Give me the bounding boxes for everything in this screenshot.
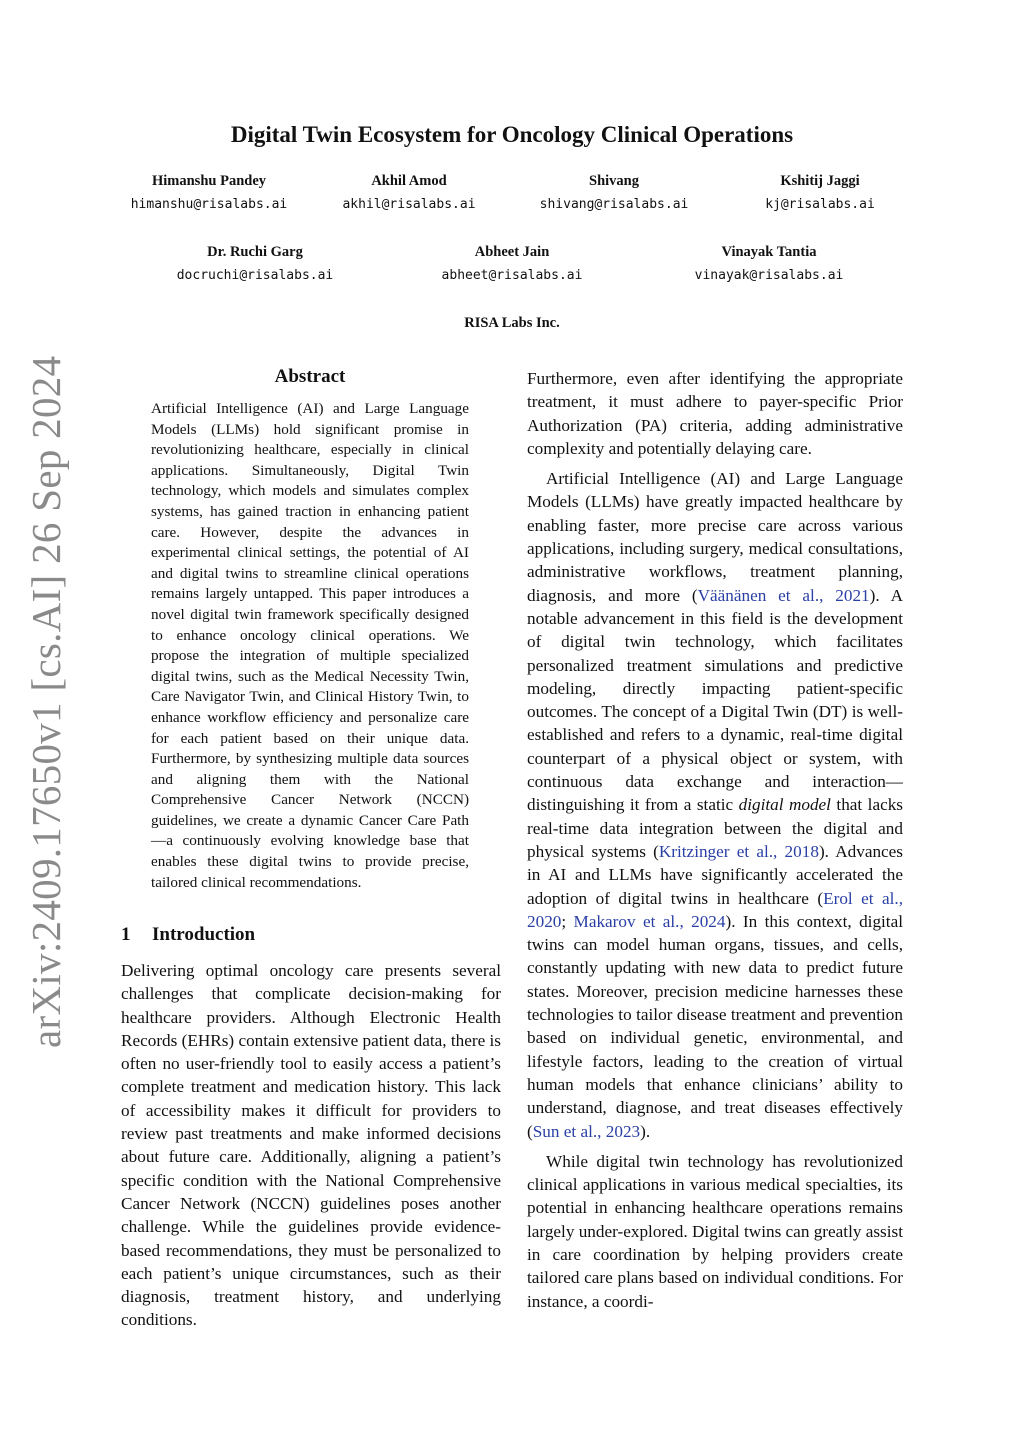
author-name: Akhil Amod (371, 173, 447, 189)
text-run: ). In this context, digital twins can model human organs, tissues, and cells, constantly updating with new data to predict future states. Moreover, precision medicine harnesses these technologies to tailor disease treatment and prevention based on individual genetic, environmental, and lifestyle factors, leading to the creation of virtual human models that enhance clinicians’ ability to understand, diagnose, and treat diseases effectively ( (527, 911, 903, 1141)
author-email: vinayak@risalabs.ai (694, 268, 844, 283)
text-run: ). A notable advancement in this field is the development of digital twin technology, which facilitates personalized treatment simulations and predictive modeling, directly impacting patient-specific outcomes. The concept of a Digital Twin (DT) is well-established and refers to a dynamic, real-time digital counterpart of a physical object or system, with continuous data exchange and interaction—distinguishing it from a static (527, 585, 903, 815)
right-column-body (527, 367, 903, 1313)
paragraph: Furthermore, even after identifying the appropriate treatment, it must adhere to payer-specific Prior Authorization (PA) criteria, adding administrative complexity and potentially delaying care. (527, 369, 903, 458)
paragraph (527, 467, 903, 1143)
author-email: kj@risalabs.ai (765, 197, 875, 212)
author-name: Abheet Jain (474, 244, 550, 260)
text-run: ). (640, 1121, 651, 1141)
text-run: ; (561, 911, 574, 931)
author-block (145, 243, 365, 285)
author-block (299, 172, 519, 214)
paper-title: Digital Twin Ecosystem for Oncology Clinical Operations (230, 122, 794, 147)
author-block (99, 172, 319, 214)
affiliation: RISA Labs Inc. (464, 315, 560, 331)
author-email: shivang@risalabs.ai (539, 197, 689, 212)
author-name: Kshitij Jaggi (780, 173, 860, 189)
section-title: Introduction (152, 924, 256, 945)
author-block (659, 243, 879, 285)
author-email: abheet@risalabs.ai (441, 268, 583, 283)
citation-link[interactable]: Erol et al., 2020 (527, 888, 904, 931)
text-run: that lacks real-time data integration between the digital and physical systems ( (527, 795, 903, 861)
section-number: 1 (121, 924, 131, 945)
author-block (504, 172, 724, 214)
author-email: akhil@risalabs.ai (342, 197, 476, 212)
author-name: Vinayak Tantia (721, 244, 817, 260)
citation-link[interactable]: Kritzinger et al., 2018 (658, 841, 819, 861)
author-block (402, 243, 622, 285)
abstract-text: Artificial Intelligence (AI) and Large Language Models (LLMs) hold significant promise in revolutionizing healthcare, especially in clinical applications. Simultaneously, Digital Twin technology, which models and simulates complex systems, has gained traction in enhancing patient care. However, despite the advances in experimental clinical settings, the potential of AI and digital twins to streamline clinical operations remains largely untapped. This paper introduces a novel digital twin framework specifically designed to enhance oncology clinical operations. We propose the integration of multiple specialized digital twins, such as the Medical Necessity Twin, Care Navigator Twin, and Clinical History Twin, to enhance workflow efficiency and personalize care for each patient based on their unique data. Furthermore, by synthesizing multiple data sources and aligning them with the National Comprehensive Cancer Network (NCCN) guidelines, we create a dynamic Cancer Care Path—a continuously evolving knowledge base that enables these digital twins to provide precise, tailored clinical recommendations. (151, 400, 469, 891)
author-name: Himanshu Pandey (151, 173, 267, 189)
author-email: himanshu@risalabs.ai (130, 197, 288, 212)
left-column-body (121, 959, 501, 1332)
citation-link[interactable]: Sun et al., 2023 (532, 1121, 641, 1141)
citation-link[interactable]: Väänänen et al., 2021 (697, 585, 870, 605)
text-run: Artificial Intelligence (AI) and Large Language Models (LLMs) have greatly impacted healthcare by enabling faster, more precise care across various applications, including surgery, medical consultations, administrative workflows, treatment planning, diagnosis, and more ( (527, 469, 903, 605)
citation-link[interactable]: Makarov et al., 2024 (573, 911, 726, 931)
arxiv-identifier: arXiv:2409.17650v1 [cs.AI] 26 Sep 2024 (23, 355, 69, 1048)
author-name: Dr. Ruchi Garg (207, 244, 303, 260)
section-heading (121, 924, 255, 946)
author-block (710, 172, 930, 214)
intro-paragraph: Delivering optimal oncology care presents several challenges that complicate decision-making for healthcare providers. Although Electronic Health Records (EHRs) contain extensive patient data, there is often no user-friendly tool to easily access a patient’s complete treatment and medication history. This lack of accessibility makes it difficult for providers to review past treatments and make informed decisions about future care. Additionally, aligning a patient’s specific condition with the National Comprehensive Cancer Network (NCCN) guidelines poses another challenge. While the guidelines provide evidence-based recommendations, they must be personalized to each patient’s unique circumstances, such as their diagnosis, treatment history, and underlying conditions. (121, 961, 501, 1330)
abstract-heading: Abstract (274, 366, 346, 387)
paragraph: While digital twin technology has revolutionized clinical applications in various medical specialties, its potential in enhancing healthcare operations remains largely under-explored. Digital twins can greatly assist in care coordination by helping providers create tailored care plans based on individual conditions. For instance, a coordi- (527, 1151, 903, 1311)
text-run: ). Advances in AI and LLMs have significantly accelerated the adoption of digital twins in healthcare ( (527, 841, 903, 908)
author-email: docruchi@risalabs.ai (176, 268, 334, 283)
author-name: Shivang (589, 173, 639, 189)
emphasis-text: digital model (738, 795, 831, 815)
